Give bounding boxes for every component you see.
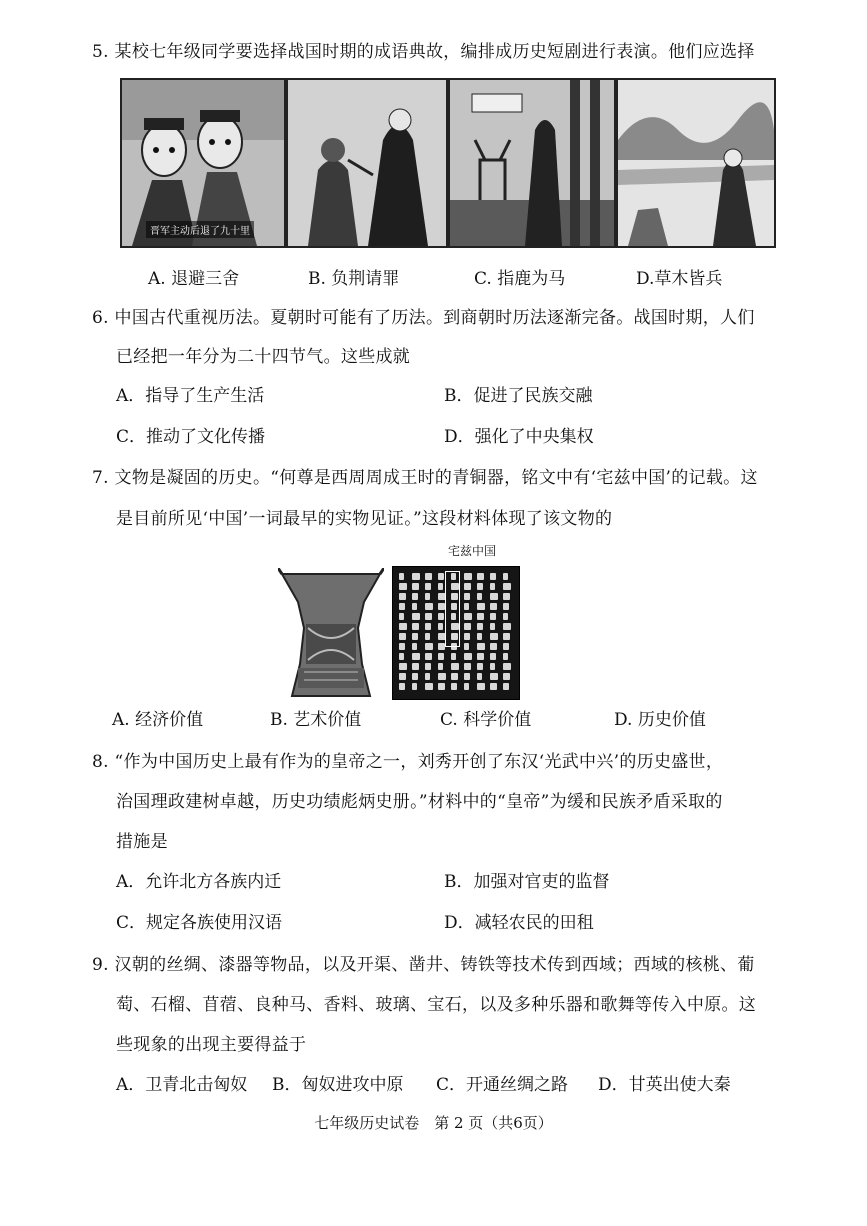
q8-stem-line-2: 治国理政建树卓越，历史功绩彪炳史册。”材料中的“皇帝”为缓和民族矛盾采取的 [116,792,723,812]
inscription-glyph [477,663,483,670]
inscription-glyph-column [477,573,487,693]
q6-option-a[interactable]: A．指导了生产生活 [116,386,265,406]
inscription-glyph [503,683,509,690]
q8-option-c[interactable]: C．规定各族使用汉语 [116,913,283,933]
q6-number: 6. [92,308,109,328]
inscription-glyph [399,653,404,660]
inscription-glyph [490,583,495,590]
inscription-glyph [438,663,443,670]
inscription-glyph [425,683,433,690]
q5-image-strip [120,78,776,246]
q6-stem-line-1 [92,306,755,330]
q7-option-c[interactable]: C. 科学价值 [440,710,532,730]
inscription-glyph [399,583,407,590]
inscription-glyph [425,673,430,680]
inscription-glyph [503,623,511,630]
inscription-glyph [451,663,459,670]
inscription-glyph [490,633,498,640]
q5-panel-1-image [120,78,286,248]
q6-option-b[interactable]: B．促进了民族交融 [444,386,593,406]
inscription-glyph [464,593,470,600]
inscription-glyph [425,653,432,660]
inscription-glyph [399,613,404,620]
inscription-glyph-column [412,573,422,693]
inscription-glyph-column [425,573,435,693]
inscription-glyph [503,593,510,600]
inscription-glyph [425,603,433,610]
inscription-glyph [464,673,470,680]
inscription-glyph [464,623,471,630]
q6-stem-line-2: 已经把一年分为二十四节气。这些成就 [116,347,411,367]
inscription-glyph [464,583,471,590]
q7-stem-text-1: 文物是凝固的历史。“何尊是西周周成王时的青铜器，铭文中有‘宅兹中国’的记载。这 [114,468,758,488]
inscription-glyph [490,593,498,600]
q7-option-b[interactable]: B. 艺术价值 [270,710,362,730]
inscription-glyph [464,683,469,690]
inscription-glyph [490,653,496,660]
q9-option-a[interactable]: A．卫青北击匈奴 [116,1075,248,1095]
inscription-glyph [438,683,445,690]
q8-stem-line-3: 措施是 [116,832,168,852]
q8-number: 8. [92,752,109,772]
q8-option-b[interactable]: B．加强对官吏的监督 [444,872,610,892]
page-footer: 七年级历史试卷 第 2 页（共6页） [314,1114,553,1132]
inscription-glyph [399,573,404,580]
inscription-glyph [490,663,495,670]
q7-inscription-rubbing-image [392,566,520,700]
inscription-glyph [464,613,472,620]
inscription-glyph [477,633,482,640]
q9-stem-line-3: 些现象的出现主要得益于 [116,1035,307,1055]
inscription-glyph [412,593,418,600]
q5-panel-1-caption: 晋军主动后退了九十里 [146,221,254,238]
inscription-glyph [438,673,446,680]
inscription-glyph [477,623,483,630]
inscription-glyph [438,573,444,580]
q7-option-d[interactable]: D. 历史价值 [614,710,706,730]
inscription-glyph [503,643,509,650]
inscription-glyph [451,683,457,690]
inscription-glyph [425,633,430,640]
inscription-glyph [490,643,497,650]
q5-stem [92,40,755,64]
q9-number: 9. [92,955,109,975]
q9-option-b[interactable]: B．匈奴进攻中原 [272,1075,404,1095]
inscription-glyph [412,623,419,630]
inscription-glyph [438,643,445,650]
inscription-glyph [477,643,485,650]
inscription-glyph [464,573,472,580]
inscription-glyph [477,603,485,610]
inscription-glyph [438,653,444,660]
q9-stem-line-2: 萄、石榴、苜蓿、良种马、香料、玻璃、宝石，以及多种乐器和歌舞等传入中原。这 [116,995,757,1015]
inscription-glyph [412,643,417,650]
inscription-glyph [438,603,445,610]
inscription-glyph [412,673,418,680]
inscription-glyph [425,613,432,620]
q7-number: 7. [92,468,109,488]
q7-stem-line-2: 是目前所见‘中国’一词最早的实物见证。”这段材料体现了该文物的 [116,509,613,529]
inscription-glyph [425,663,431,670]
q7-option-a[interactable]: A. 经济价值 [112,710,204,730]
q9-stem-text-1: 汉朝的丝绸、漆器等物品，以及开渠、凿井、铸铁等技术传到西域；西域的核桃、葡 [114,955,755,975]
q7-bronze-vessel-image [278,568,384,702]
q5-number: 5. [92,42,109,62]
inscription-glyph [412,583,419,590]
inscription-glyph [503,653,508,660]
inscription-glyph [503,613,508,620]
inscription-glyph [438,613,444,620]
inscription-glyph [464,603,469,610]
inscription-glyph [399,683,405,690]
inscription-glyph [438,623,443,630]
inscription-glyph [464,643,469,650]
inscription-glyph [477,653,484,660]
q5-panel-3-image [448,78,616,248]
inscription-glyph [412,663,419,670]
inscription-glyph [425,593,430,600]
inscription-glyph [399,663,407,670]
q7-stem-line-1 [92,466,758,490]
inscription-glyph-column [490,573,500,693]
q5-stem-text: 某校七年级同学要选择战国时期的成语典故，编排成历史短剧进行表演。他们应选择 [114,42,755,62]
inscription-glyph [399,673,406,680]
inscription-glyph [490,623,495,630]
q9-option-c[interactable]: C．开通丝绸之路 [436,1075,569,1095]
inscription-glyph [477,573,484,580]
inscription-glyph [399,643,405,650]
inscription-glyph [490,603,497,610]
inscription-glyph [477,673,482,680]
inscription-glyph [425,573,432,580]
inscription-glyph [464,663,471,670]
q5-option-a[interactable]: A. 退避三舍 [148,269,240,289]
inscription-glyph [425,643,433,650]
inscription-glyph [412,573,420,580]
inscription-glyph [412,613,420,620]
inscription-glyph [477,593,482,600]
inscription-glyph [503,633,510,640]
inscription-glyph [490,683,497,690]
inscription-glyph [451,673,458,680]
inscription-glyph [490,613,496,620]
inscription-glyph [451,653,456,660]
q7-inscription-highlight [445,571,460,647]
inscription-glyph [399,623,407,630]
q5-panel-2-image [286,78,448,248]
inscription-glyph [412,603,417,610]
q6-option-c[interactable]: C．推动了文化传播 [116,427,266,447]
inscription-glyph [412,683,417,690]
q8-stem-line-1 [92,750,723,774]
inscription-glyph [477,613,484,620]
inscription-glyph [425,623,431,630]
inscription-glyph [464,653,472,660]
q8-option-d[interactable]: D．减轻农民的田租 [444,913,594,933]
inscription-glyph [412,633,418,640]
inscription-glyph [490,673,498,680]
q6-stem-text-1: 中国古代重视历法。夏朝时可能有了历法。到商朝时历法逐渐完备。战国时期，人们 [114,308,755,328]
q8-option-a[interactable]: A．允许北方各族内迁 [116,872,282,892]
inscription-glyph [399,633,406,640]
inscription-glyph [503,583,511,590]
q9-option-d[interactable]: D．甘英出使大秦 [598,1075,731,1095]
inscription-glyph-column [503,573,513,693]
q6-option-d[interactable]: D．强化了中央集权 [444,427,594,447]
inscription-glyph [438,583,443,590]
inscription-glyph [399,603,405,610]
inscription-glyph [464,633,470,640]
inscription-glyph [399,593,406,600]
inscription-glyph [425,583,431,590]
inscription-glyph [503,673,510,680]
q5-option-d[interactable]: D.草木皆兵 [636,269,723,289]
q7-inscription-label: 宅兹中国 [448,544,497,558]
inscription-glyph-column [399,573,409,693]
q8-stem-text-1: “作为中国历史上最有作为的皇帝之一，刘秀开创了东汉‘光武中兴’的历史盛世， [114,752,724,772]
q5-option-c[interactable]: C. 指鹿为马 [474,269,566,289]
inscription-glyph [490,573,496,580]
inscription-glyph [503,603,509,610]
inscription-glyph [477,583,483,590]
q5-option-b[interactable]: B. 负荆请罪 [308,269,400,289]
inscription-glyph [503,663,511,670]
q5-panel-4-image [616,78,776,248]
inscription-glyph [412,653,420,660]
inscription-glyph [503,573,508,580]
q9-stem-line-1 [92,953,755,977]
inscription-glyph [477,683,485,690]
inscription-glyph-column [464,573,474,693]
